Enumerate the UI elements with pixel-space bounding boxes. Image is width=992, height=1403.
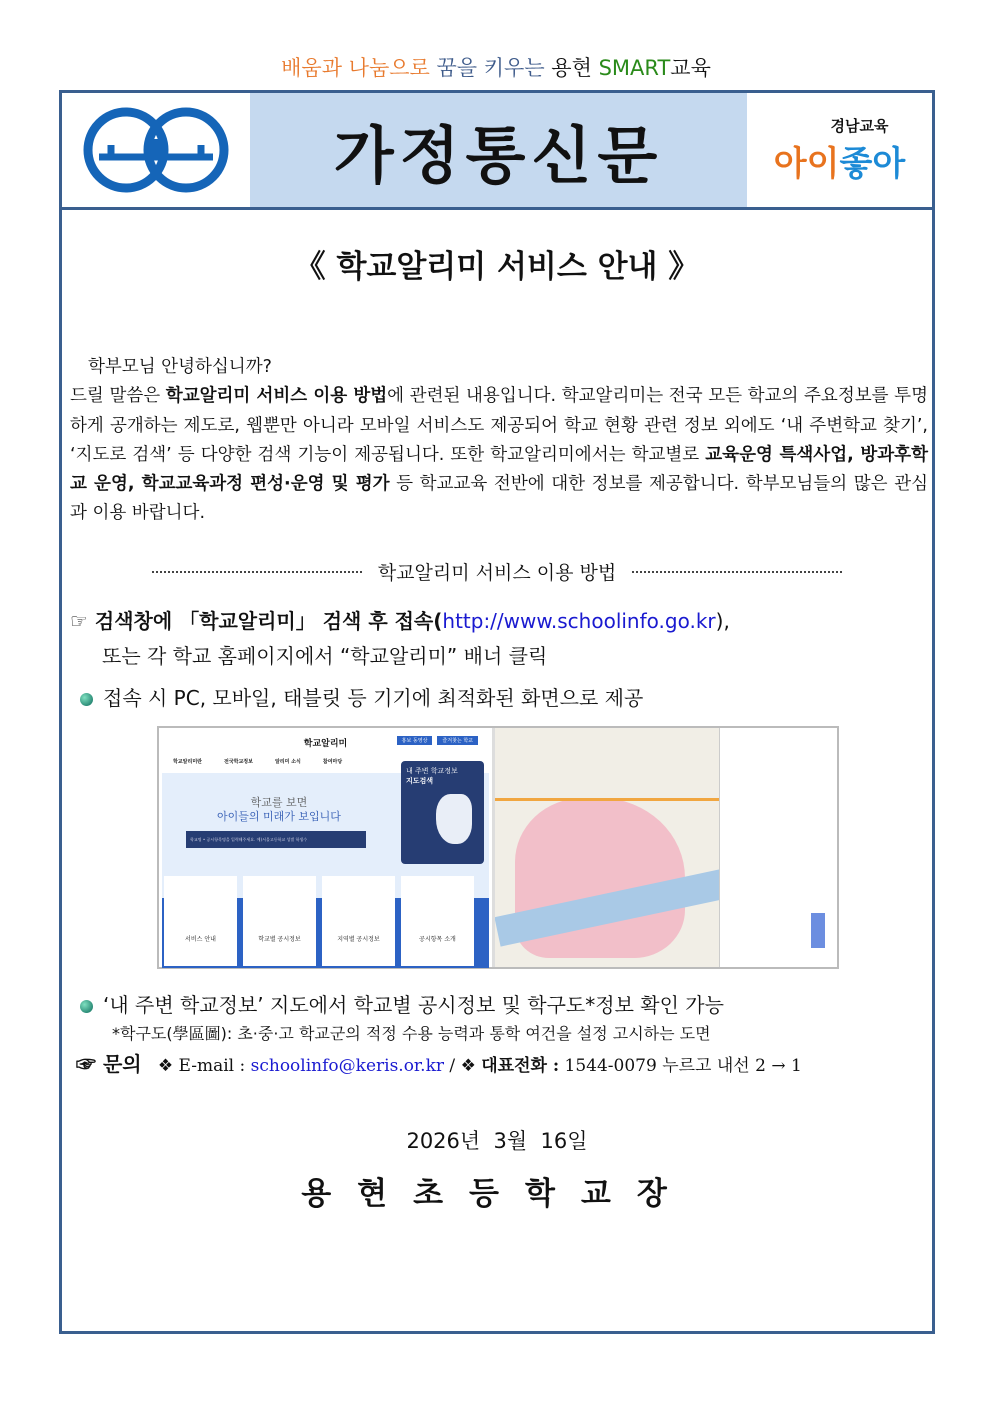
- promo-video-button: 홍보 동영상: [397, 736, 433, 745]
- slogan-part: 용현: [551, 56, 592, 80]
- logo-small-text: 경남교육: [830, 117, 889, 135]
- text-bold: 학교알리미 서비스 이용 방법: [165, 386, 388, 407]
- map-card: 내 주변 학교정보: [406, 767, 458, 775]
- card: 서비스 안내: [164, 876, 237, 966]
- email-label: E-mail :: [178, 1056, 246, 1076]
- school-district-map: [495, 728, 837, 967]
- newsletter-title: 가정통신문: [250, 93, 747, 207]
- logo-big-text: [774, 136, 905, 185]
- diamond-icon: ❖: [460, 1056, 476, 1076]
- map-card: 지도검색: [406, 777, 434, 785]
- greeting: 학부모님 안녕하십니까?: [88, 357, 272, 377]
- favorites-button: 즐겨찾는 학교: [437, 736, 478, 745]
- card: 지역별 공시정보: [322, 876, 395, 966]
- bullet-icon: [80, 693, 93, 706]
- nav: 전국학교정보: [223, 759, 253, 765]
- slogan-part: 꿈을 키우는: [436, 56, 545, 80]
- card: 공시항목 소개: [401, 876, 474, 966]
- logo-part: 좋아: [839, 144, 906, 184]
- bullet-1: [80, 682, 643, 711]
- text: 에 관련된 내용입니다. 학교알리미는 전국 모든 학교의 주요정보를 투명하게 공개하는 제도로, 웹뿐만 아니라 모바일 서비스도 제공되어 학교 현황 관련 정보 외에도 ‘내 주변학교 찾기’, ‘지도로 검색’ 등 다양한 검색 기능이 제공됩니다. 또한 학교알리미에서는 학교별로: [70, 386, 928, 465]
- slogan: [0, 52, 992, 82]
- header: [62, 93, 932, 210]
- newsletter-frame: [59, 90, 935, 1334]
- section-heading: [152, 558, 842, 585]
- bullet-icon: [80, 1000, 93, 1013]
- bullet-2: [80, 989, 724, 1018]
- issue-date: 2026년 3월 16일: [406, 1129, 588, 1153]
- logo-part: 아이: [773, 144, 840, 184]
- school-logo: [62, 93, 250, 207]
- district-note: *학구도(學區圖): 초·중·고 학교군의 적정 수용 능력과 통학 여건을 설정 고시하는 도면: [112, 1024, 711, 1043]
- phone-label: 대표전화 :: [481, 1056, 560, 1076]
- how-line-2: 또는 각 학교 홈페이지에서 “학교알리미” 배너 클릭: [102, 644, 548, 668]
- contact-line: ☞ 문의 ❖ E-mail : schoolinfo@keris.or.kr / ❖ 대표전화 : 1544-0079 누르고 내선 2 → 1: [76, 1052, 802, 1076]
- how-line-1: [70, 605, 730, 634]
- diamond-icon: ❖: [157, 1056, 174, 1076]
- card: 학교별 공시정보: [243, 876, 316, 966]
- text: 검색창에 「학교알리미」 검색 후 접속(: [94, 609, 443, 633]
- slogan-part: 교육: [670, 56, 711, 80]
- search-bar: 학교명 • 공시항목명을 입력해주세요. 예)서울고등학교 성별 학생수: [186, 831, 366, 848]
- slogan-part: 배움과 나눔으로: [281, 56, 430, 80]
- pointing-hand-icon: ☞: [70, 609, 95, 633]
- hero: 학교를 보면: [250, 796, 308, 809]
- intro-paragraph: [70, 353, 928, 529]
- schoolinfo-screenshot: [157, 726, 839, 969]
- brand: 학교알리미: [303, 739, 348, 749]
- nav: 참여마당: [322, 759, 343, 765]
- nav: 학교알리미란: [173, 759, 202, 765]
- text: ‘내 주변 학교정보’ 지도에서 학교별 공시정보 및 학구도*정보 확인 가능: [103, 993, 724, 1017]
- slogan-part: SMART: [598, 56, 671, 80]
- phone-number: 1544-0079 누르고 내선 2 → 1: [564, 1056, 802, 1076]
- text: ),: [715, 609, 730, 633]
- text: 접속 시 PC, 모바일, 태블릿 등 기기에 최적화된 화면으로 제공: [103, 686, 644, 710]
- nav: 알리미 소식: [274, 759, 301, 765]
- hero: 아이들의 미래가 보입니다: [217, 810, 341, 823]
- text: 등 학교교육 전반에 대한 정보를 제공합니다. 학부모님들의 많은 관심과 이용 바랍니다.: [70, 474, 928, 524]
- email-link[interactable]: schoolinfo@keris.or.kr: [250, 1056, 445, 1076]
- pointing-hand-icon: ☞: [76, 1052, 103, 1076]
- contact-label: 문의: [102, 1052, 142, 1076]
- text-bold: 교육운영 특색사업, 방과후학교 운영, 학교교육과정 편성·운영 및 평가: [70, 444, 928, 495]
- signature: 용현초등학교장: [301, 1176, 693, 1212]
- section-title: 학교알리미 서비스 이용 방법: [377, 562, 617, 584]
- schoolinfo-homepage: [159, 728, 492, 967]
- schoolinfo-link[interactable]: http://www.schoolinfo.go.kr: [442, 609, 716, 633]
- gyeongnam-logo: [747, 93, 932, 207]
- text: 드릴 말씀은: [70, 386, 166, 407]
- document-title: 《 학교알리미 서비스 안내 》: [294, 249, 700, 285]
